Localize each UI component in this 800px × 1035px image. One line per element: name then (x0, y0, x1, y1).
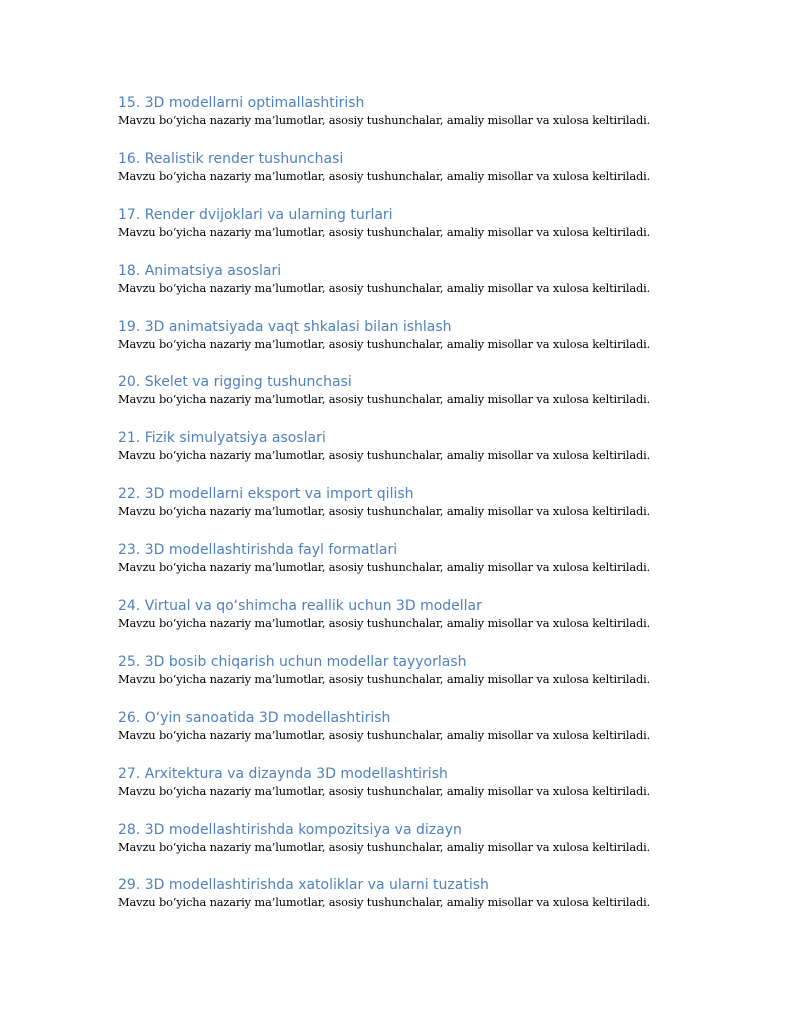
section-18 (118, 261, 718, 317)
section-text: Mavzu bo‘yicha nazariy ma’lumotlar, asosiy tushunchalar, amaliy misollar va xulosa keltiriladi. (118, 839, 651, 854)
section-27 (118, 764, 718, 820)
section-text: Mavzu bo‘yicha nazariy ma’lumotlar, asosiy tushunchalar, amaliy misollar va xulosa keltiriladi. (118, 616, 651, 631)
section-heading: 21. Fizik simulyatsiya asoslari (118, 430, 326, 447)
section-21 (118, 428, 718, 484)
section-heading: 26. O‘yin sanoatida 3D modellashtirish (118, 709, 391, 726)
section-text: Mavzu bo‘yicha nazariy ma’lumotlar, asosiy tushunchalar, amaliy misollar va xulosa keltiriladi. (118, 671, 651, 686)
section-text: Mavzu bo‘yicha nazariy ma’lumotlar, asosiy tushunchalar, amaliy misollar va xulosa keltiriladi. (118, 168, 651, 183)
section-17 (118, 205, 718, 261)
section-20 (118, 372, 718, 428)
section-heading: 27. Arxitektura va dizaynda 3D modellashtirish (118, 765, 448, 782)
section-19 (118, 317, 718, 373)
section-29 (118, 875, 718, 931)
section-heading: 25. 3D bosib chiqarish uchun modellar tayyorlash (118, 653, 467, 670)
section-24 (118, 596, 718, 652)
section-16 (118, 149, 718, 205)
section-heading: 29. 3D modellashtirishda xatoliklar va ularni tuzatish (118, 877, 489, 894)
section-28 (118, 820, 718, 876)
section-text: Mavzu bo‘yicha nazariy ma’lumotlar, asosiy tushunchalar, amaliy misollar va xulosa keltiriladi. (118, 448, 651, 463)
section-15 (118, 93, 718, 149)
section-heading: 28. 3D modellashtirishda kompozitsiya va dizayn (118, 821, 462, 838)
section-heading: 18. Animatsiya asoslari (118, 262, 282, 279)
section-text: Mavzu bo‘yicha nazariy ma’lumotlar, asosiy tushunchalar, amaliy misollar va xulosa keltiriladi. (118, 280, 651, 295)
section-text: Mavzu bo‘yicha nazariy ma’lumotlar, asosiy tushunchalar, amaliy misollar va xulosa keltiriladi. (118, 504, 651, 519)
section-25 (118, 652, 718, 708)
section-text: Mavzu bo‘yicha nazariy ma’lumotlar, asosiy tushunchalar, amaliy misollar va xulosa keltiriladi. (118, 895, 651, 910)
section-heading: 17. Render dvijoklari va ularning turlari (118, 206, 393, 223)
section-text: Mavzu bo‘yicha nazariy ma’lumotlar, asosiy tushunchalar, amaliy misollar va xulosa keltiriladi. (118, 224, 651, 239)
section-heading: 15. 3D modellarni optimallashtirish (118, 95, 365, 111)
section-heading: 20. Skelet va rigging tushunchasi (118, 374, 352, 391)
section-26 (118, 708, 718, 764)
section-heading: 16. Realistik render tushunchasi (118, 150, 344, 167)
section-heading: 24. Virtual va qo‘shimcha reallik uchun 3D modellar (118, 598, 482, 615)
document-content (118, 93, 718, 931)
section-22 (118, 484, 718, 540)
section-heading: 22. 3D modellarni eksport va import qilish (118, 486, 414, 503)
section-23 (118, 540, 718, 596)
section-text: Mavzu bo‘yicha nazariy ma’lumotlar, asosiy tushunchalar, amaliy misollar va xulosa keltiriladi. (118, 560, 651, 575)
section-text: Mavzu bo‘yicha nazariy ma’lumotlar, asosiy tushunchalar, amaliy misollar va xulosa keltiriladi. (118, 113, 651, 127)
section-text: Mavzu bo‘yicha nazariy ma’lumotlar, asosiy tushunchalar, amaliy misollar va xulosa keltiriladi. (118, 336, 651, 351)
section-text: Mavzu bo‘yicha nazariy ma’lumotlar, asosiy tushunchalar, amaliy misollar va xulosa keltiriladi. (118, 727, 651, 742)
section-heading: 19. 3D animatsiyada vaqt shkalasi bilan ishlash (118, 318, 452, 335)
section-heading: 23. 3D modellashtirishda fayl formatlari (118, 542, 398, 559)
section-text: Mavzu bo‘yicha nazariy ma’lumotlar, asosiy tushunchalar, amaliy misollar va xulosa keltiriladi. (118, 783, 651, 798)
section-text: Mavzu bo‘yicha nazariy ma’lumotlar, asosiy tushunchalar, amaliy misollar va xulosa keltiriladi. (118, 392, 651, 407)
